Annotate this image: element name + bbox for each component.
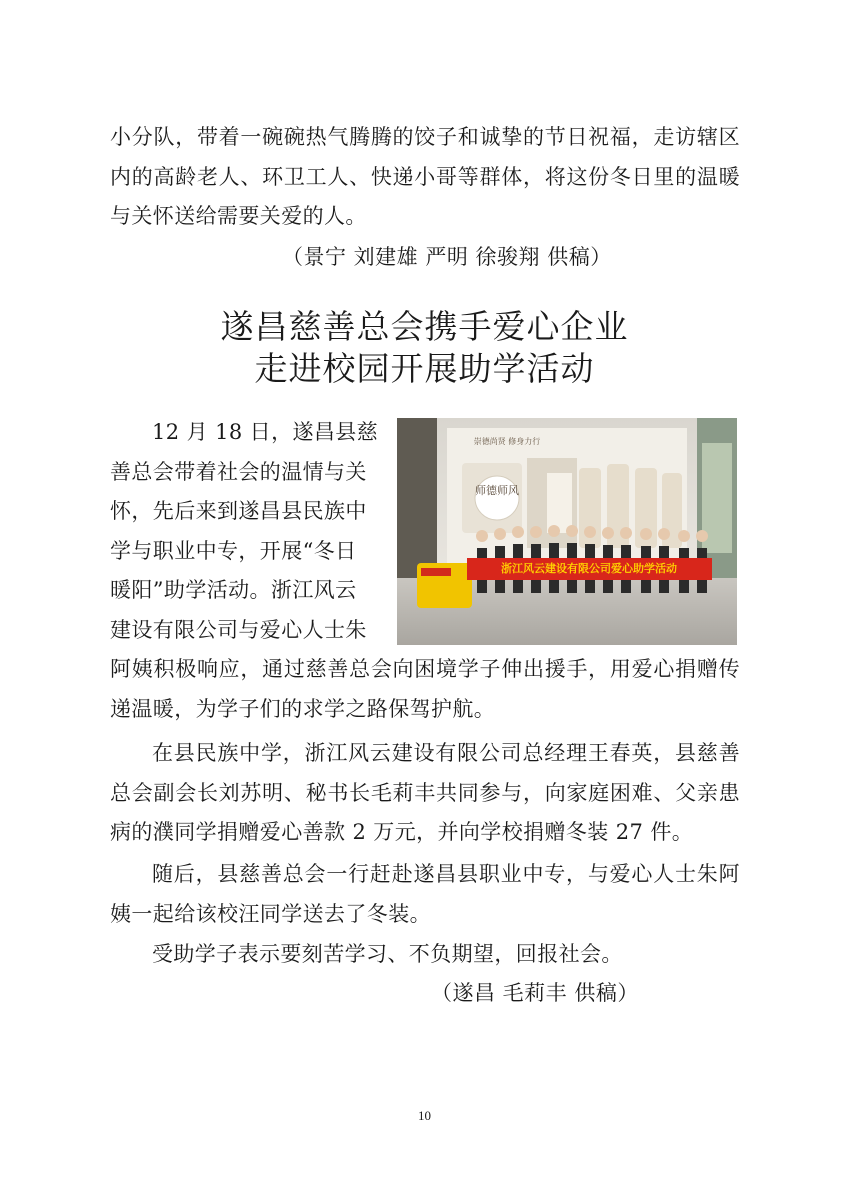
top-credit: （景宁 刘建雄 严明 徐骏翔 供稿） <box>282 245 612 269</box>
para1-continued: 阿姨积极响应，通过慈善总会向困境学子伸出援手，用爱心捐赠传递温暖，为学子们的求学之路保驾护航。 <box>110 657 740 721</box>
para3: 随后，县慈善总会一行赶赴遂昌县职业中专，与爱心人士朱阿姨一起给该校汪同学送去了冬装。 <box>110 862 740 926</box>
intro-line: 建设有限公司与爱心人士朱 <box>110 617 367 642</box>
article-title-line2: 走进校园开展助学活动 <box>254 349 595 388</box>
page-number: 10 <box>418 1108 431 1123</box>
event-photo <box>397 418 737 645</box>
para2: 在县民族中学，浙江风云建设有限公司总经理王春英，县慈善总会副会长刘苏明、秘书长毛莉丰共同参与，向家庭困难、父亲患病的濮同学捐赠爱心善款 2 万元，并向学校捐赠冬装 27 件。 <box>110 741 740 844</box>
article-credit: （遂昌 毛莉丰 供稿） <box>431 981 639 1005</box>
para4: 受助学子表示要刻苦学习、不负期望，回报社会。 <box>152 942 623 966</box>
intro-line: 12 月 18 日，遂昌县慈 <box>152 420 379 444</box>
article-title-line1: 遂昌慈善总会携手爱心企业 <box>220 307 629 346</box>
photo-banner-text: 浙江风云建设有限公司爱心助学活动 <box>501 562 677 575</box>
wrapped-intro <box>110 413 400 650</box>
photo-wall-sign-text: 崇德尚贤 修身力行 <box>473 437 541 446</box>
intro-line: 学与职业中专，开展“冬日 <box>110 538 357 563</box>
intro-line: 暖阳”助学活动。浙江风云 <box>110 578 357 602</box>
intro-line: 怀，先后来到遂昌县民族中 <box>110 499 367 523</box>
intro-line: 善总会带着社会的温情与关 <box>110 459 367 484</box>
photo-wall-text: 师德师风 <box>475 484 519 497</box>
top-paragraph: 小分队，带着一碗碗热气腾腾的饺子和诚挚的节日祝福，走访辖区内的高龄老人、环卫工人、快递小哥等群体，将这份冬日里的温暖与关怀送给需要关爱的人。 <box>110 125 740 228</box>
